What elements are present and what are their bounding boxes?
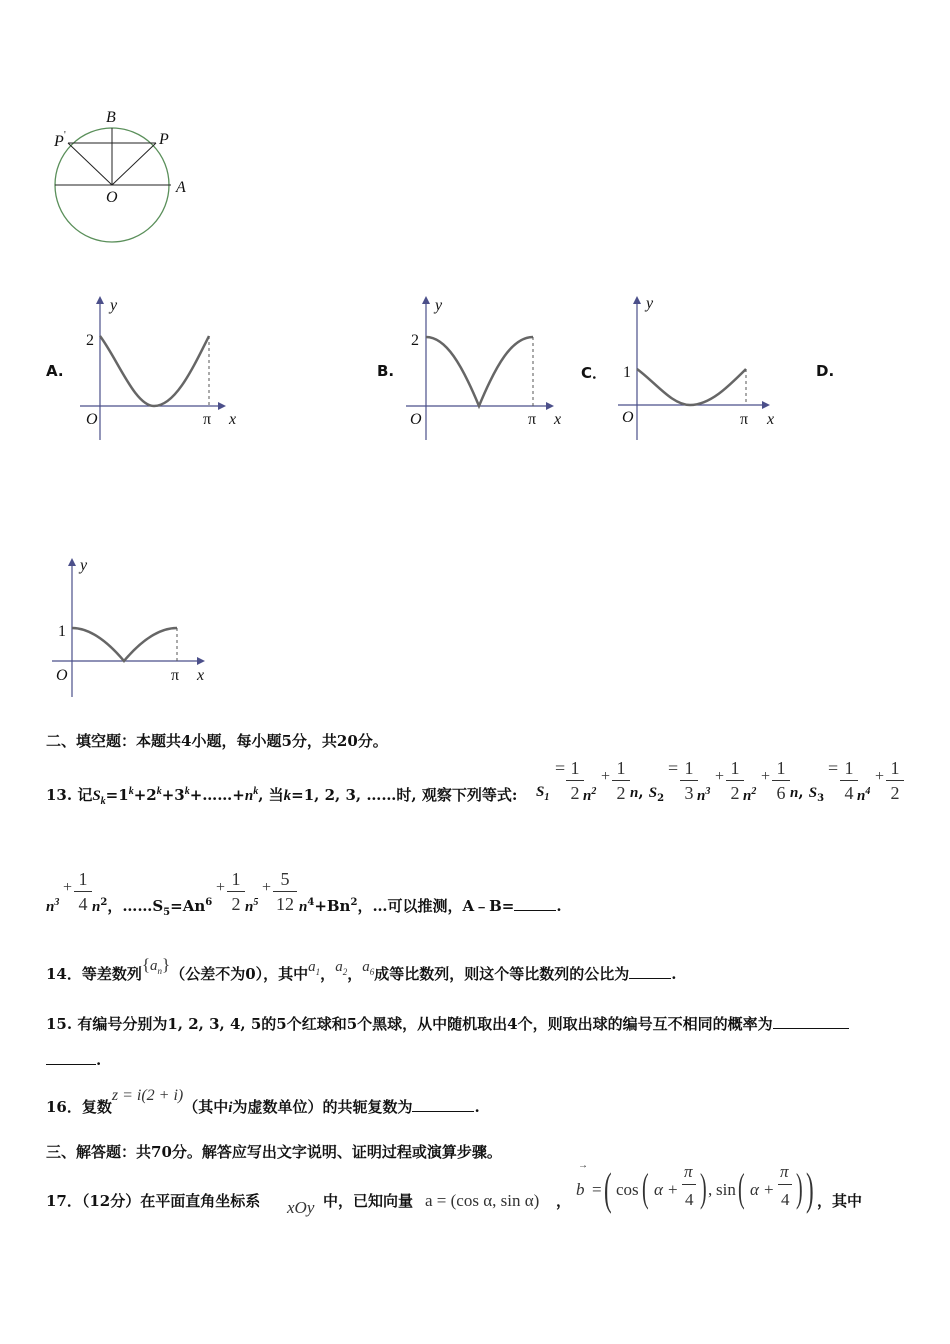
q13-line2-a: $n^2$，$\dots\dots S_5=An^6$ <box>92 897 213 918</box>
plus: + <box>875 768 885 785</box>
fraction: 1 2 <box>726 757 744 804</box>
answer-blank[interactable] <box>514 894 556 911</box>
eq-sign: = <box>555 758 566 778</box>
x-axis-label: x <box>767 411 775 428</box>
y-axis-label: y <box>435 297 443 314</box>
label-p: P <box>159 131 169 148</box>
q17-suffix: ，其中 <box>817 1192 863 1210</box>
eq-sign: = <box>828 758 839 778</box>
fraction: 1 2 <box>566 757 584 804</box>
fraction: 1 2 <box>227 868 245 915</box>
plus: + <box>715 768 725 785</box>
q16: 16．复数z = i(2 + i)（其中i为虚数单位）的共轭复数为 . <box>46 1087 480 1116</box>
origin-label: O <box>86 411 98 428</box>
x-axis-label: x <box>229 411 237 428</box>
answer-blank[interactable] <box>412 1095 474 1112</box>
fraction: 5 12 <box>273 868 297 915</box>
label-a: A <box>176 179 186 196</box>
option-b-label: B. <box>377 362 395 380</box>
x-tick-label: π <box>528 411 537 428</box>
section-3-heading: 三、解答题：共70分。解答应写出文字说明、证明过程或演算步骤。 <box>46 1143 502 1161</box>
fraction: 1 2 <box>886 757 904 804</box>
fraction: 1 4 <box>840 757 858 804</box>
q17-vector-a: a = (cos α, sin α) <box>425 1191 540 1210</box>
option-a-label: A. <box>46 362 64 380</box>
plus: + <box>601 768 611 785</box>
option-c-label: C． <box>581 364 608 382</box>
q15-line2: . <box>46 1048 101 1070</box>
y-tick-label: 2 <box>411 332 419 349</box>
answer-blank[interactable] <box>773 1012 849 1029</box>
term: n, $S_3$ <box>790 783 825 804</box>
term: $n^2$ <box>583 786 597 804</box>
section-2-heading: 二、填空题：本题共4小题，每小题5分，共20分。 <box>46 732 388 750</box>
label-prime-mark: ' <box>64 130 66 141</box>
x-tick-label: π <box>203 411 212 428</box>
term: $n^4$ <box>857 786 871 804</box>
origin-label: O <box>56 667 68 684</box>
q14: 14．等差数列$\{a_n\}$（公差不为0），其中$a_1$，$a_2$，$a_6$成等比数列，则这个等比数列的公比为 . <box>46 955 677 983</box>
term: n, $S_2$ <box>630 783 665 804</box>
curve <box>72 628 177 661</box>
x-axis-label: x <box>197 667 205 684</box>
q17-prefix: 17．（12分）在平面直角坐标系 <box>46 1192 261 1210</box>
label-b: B <box>106 109 116 126</box>
x-axis-label: x <box>554 411 562 428</box>
x-tick-label: π <box>740 411 749 428</box>
y-tick-label: 2 <box>86 332 94 349</box>
term: $n^3$ <box>697 786 711 804</box>
term: $n^3$ <box>46 897 60 915</box>
plus: + <box>216 879 226 896</box>
x-tick-label: π <box>171 667 180 684</box>
origin-label: O <box>410 411 422 428</box>
y-axis-label: y <box>646 295 654 312</box>
plus: + <box>761 768 771 785</box>
label-o: O <box>106 189 118 206</box>
term: $n^5$ <box>245 897 259 915</box>
q17-mid: 中，已知向量 <box>323 1192 414 1210</box>
q13-line2-b: $n^4+Bn^2$，…可以推测，A﹣B= . <box>299 893 562 917</box>
label-p-prime: P <box>54 133 64 150</box>
fraction: 1 2 <box>612 757 630 804</box>
q17-comma: ， <box>556 1192 572 1210</box>
answer-blank[interactable] <box>629 962 671 979</box>
q15-line1: 15. 有编号分别为1, 2, 3, 4, 5的5个红球和5个黑球，从中随机取出4个，则取出球的编号互不相同的概率为 <box>46 1012 849 1034</box>
fraction: 1 3 <box>680 757 698 804</box>
eq-sign: = <box>668 758 679 778</box>
y-axis-label: y <box>80 557 88 574</box>
q17-vector-b: → b = ( cos ( α + π 4 ) , sin ( α + π 4 ) ) <box>576 1160 814 1214</box>
plus: + <box>262 879 272 896</box>
y-tick-label: 1 <box>623 364 631 381</box>
fraction: 1 6 <box>772 757 790 804</box>
plus: + <box>63 879 73 896</box>
q17-xoy: xOy <box>287 1198 315 1217</box>
option-d-label: D. <box>816 362 835 380</box>
fraction: 1 4 <box>74 868 92 915</box>
origin-label: O <box>622 409 634 426</box>
answer-blank-cont[interactable] <box>46 1048 96 1065</box>
q13-line1: 13. 记$S_k=1^k+2^k+3^k+\dots\dots+n^k$, 当k=1, 2, 3, ……时, 观察下列等式: <box>46 786 518 807</box>
y-tick-label: 1 <box>58 623 66 640</box>
q13-s1: $S_1$ <box>536 784 550 803</box>
term: $n^2$ <box>743 786 757 804</box>
y-axis-label: y <box>110 297 118 314</box>
